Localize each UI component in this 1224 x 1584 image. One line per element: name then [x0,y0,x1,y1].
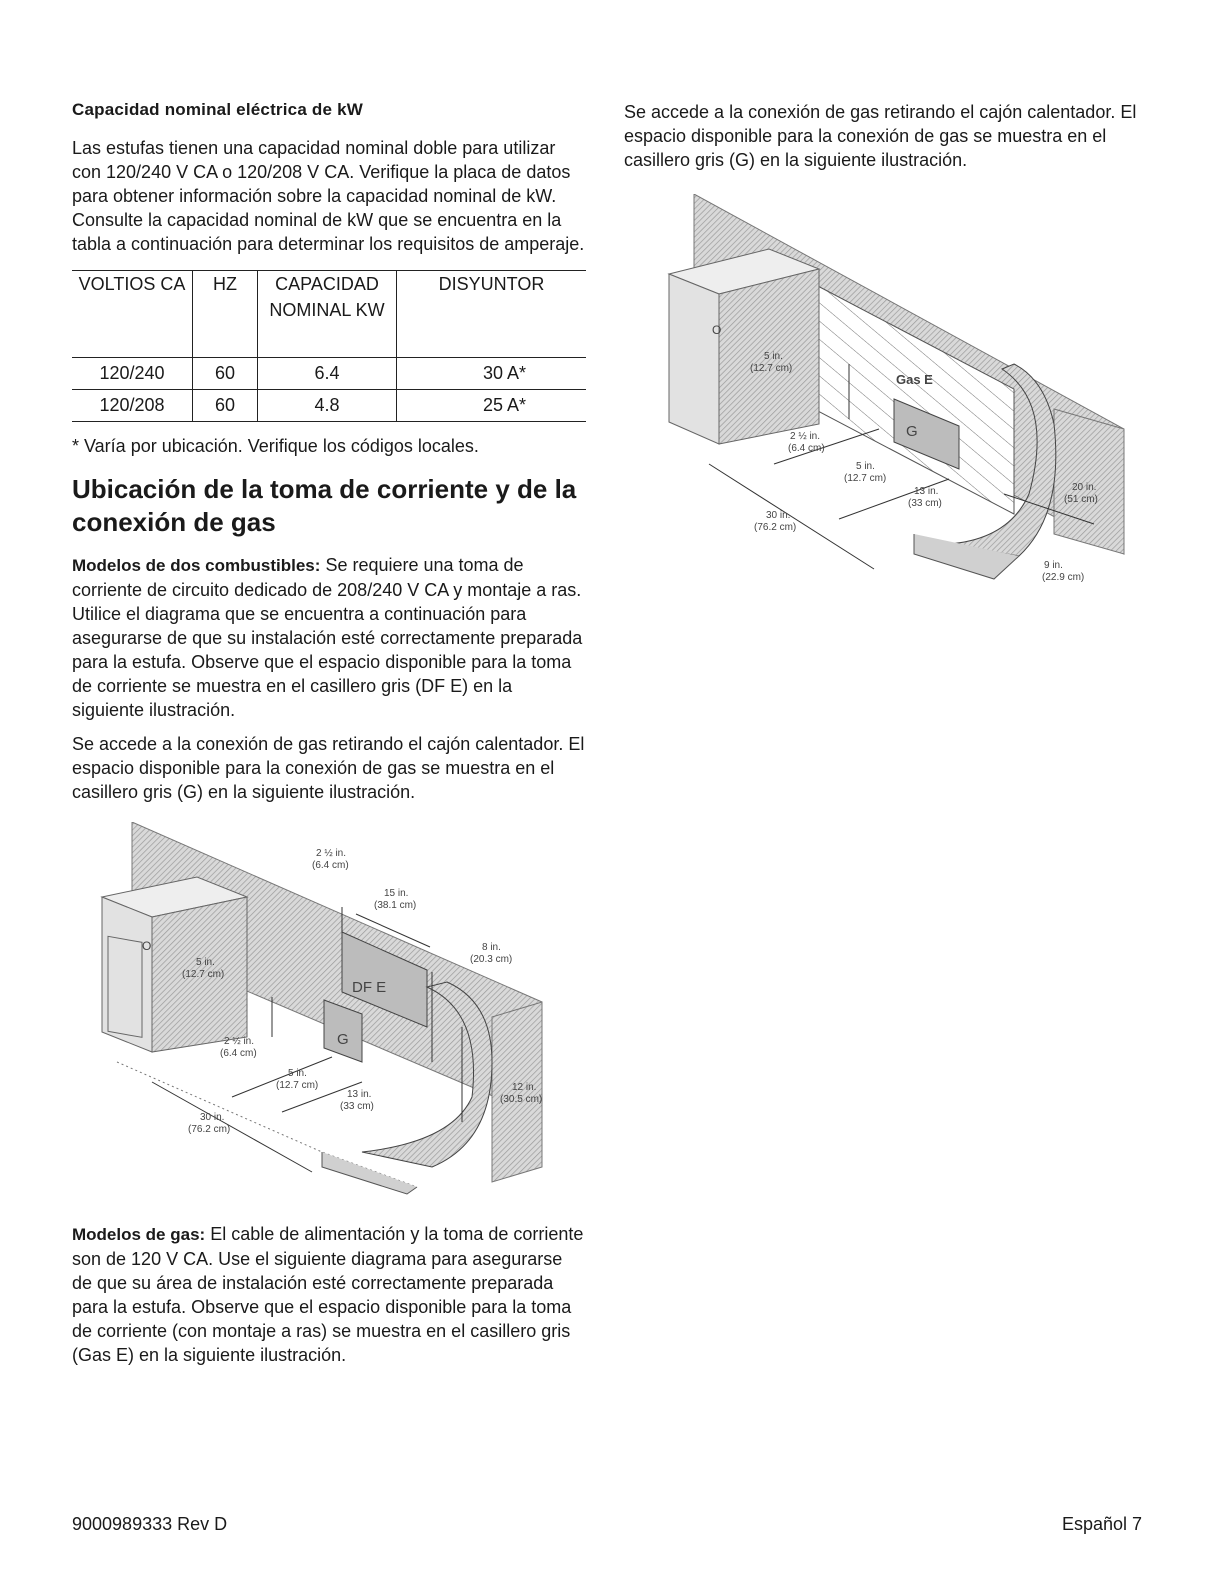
table-cell: 6.4 [258,358,397,390]
dim-label: (12.7 cm) [750,363,793,374]
gas-access-paragraph: Se accede a la conexión de gas retirando el cajón calentador. El espacio disponible para la conexión de gas se muestra en el casillero gris (G) en la siguiente ilustración. [72,734,585,802]
dual-fuel-diagram [72,822,587,1212]
dim-label: 2 ½ in. [224,1036,255,1047]
cabinet [102,877,247,1052]
footer-doc-number: 9000989333 Rev D [72,1514,228,1534]
cabinet [669,249,819,444]
dim-label: (76.2 cm) [754,522,797,533]
dfe-label: DF E [352,979,387,996]
dim-label: (33 cm) [908,498,942,509]
dim-label: (76.2 cm) [188,1124,231,1135]
dim-label: 13 in. [347,1089,372,1100]
table-cell: 25 A* [397,390,587,422]
dim-label: (6.4 cm) [788,443,825,454]
col-capacidad: CAPACIDAD NOMINAL KW [258,271,397,358]
kw-table-header [72,271,586,358]
dim-label: 5 in. [764,351,783,362]
dim-label: (38.1 cm) [374,900,417,911]
left-column [72,100,587,1377]
dim-label: 13 in. [914,486,939,497]
table-cell: 60 [193,358,258,390]
dim-label: (30.5 cm) [500,1094,543,1105]
dim-label: (12.7 cm) [276,1080,319,1091]
table-row [72,358,586,390]
gas-models-body: El cable de alimentación y la toma de corriente son de 120 V CA. Use el siguiente diagrama para asegurarse de que su área de instalación esté correctamente preparada para la estufa. Observe que el espacio disponible para la toma de corriente (con montaje a ras) se muestra en el casillero gris (Gas E) en la siguiente ilustración. [72,1224,584,1365]
kw-body: Las estufas tienen una capacidad nominal doble para utilizar con 120/240 V CA o 120/208 V CA. Verifique la placa de datos para obtener información sobre la capacidad nominal de kW. Consulte la capacidad nominal de kW que se encuentra en la tabla a continuación para determinar los requisitos de amperaje. [72,138,585,254]
col-voltios: VOLTIOS CA [72,271,193,358]
dim-label: 2 ½ in. [790,431,821,442]
col-hz: HZ [193,271,258,358]
dim-label: (6.4 cm) [220,1048,257,1059]
table-cell: 4.8 [258,390,397,422]
dual-fuel-body: Se requiere una toma de corriente de circuito dedicado de 208/240 V CA y montaje a ras. Utilice el diagrama que se encuentra a continuación para asegurarse de que su instalación esté correctamente preparada para la estufa. Observe que el espacio disponible para la toma de corriente se muestra en el casillero gris (DF E) en la siguiente ilustración. [72,555,583,720]
dim-label: 5 in. [196,957,215,968]
dim-label: 8 in. [482,942,501,953]
table-note: * Varía por ubicación. Verifique los códigos locales. [72,436,479,456]
gas-models-paragraph [72,1222,587,1367]
dim-label: 5 in. [856,461,875,472]
dim-label: 15 in. [384,888,409,899]
kw-heading: Capacidad nominal eléctrica de kW [72,100,363,119]
dim-label: (20.3 cm) [470,954,513,965]
table-cell: 30 A* [397,358,587,390]
g-label: G [337,1031,349,1048]
dim-label: (12.7 cm) [844,473,887,484]
gas-models-lead: Modelos de gas: [72,1225,206,1244]
footer-page-number: Español 7 [1061,1514,1142,1534]
cabinet-knob-label: O [712,323,722,337]
table-row [72,390,586,422]
cabinet-knob-label: O [142,939,152,953]
dim-label: 2 ½ in. [316,848,347,859]
dim-label: (51 cm) [1064,494,1098,505]
gas-diagram [624,194,1134,594]
dim-label: 30 in. [766,510,791,521]
dim-label: 20 in. [1072,482,1097,493]
dim-label: (22.9 cm) [1042,572,1085,583]
right-gas-access-paragraph: Se accede a la conexión de gas retirando el cajón calentador. El espacio disponible para la conexión de gas se muestra en el casillero gris (G) en la siguiente ilustración. [624,102,1137,170]
dim-label: 9 in. [1044,560,1063,571]
table-cell: 60 [193,390,258,422]
col-disyuntor: DISYUNTOR [397,271,587,358]
kw-table [72,270,586,422]
dim-label: (33 cm) [340,1101,374,1112]
table-cell: 120/208 [72,390,193,422]
table-cell: 120/240 [72,358,193,390]
g-label: G [906,423,918,440]
outlet-heading: Ubicación de la toma de corriente y de la conexión de gas [72,474,577,537]
dim-label: 12 in. [512,1082,537,1093]
gas-e-label: Gas E [896,372,933,387]
dim-label: (6.4 cm) [312,860,349,871]
dim-label: 30 in. [200,1112,225,1123]
right-column [624,100,1144,594]
dual-fuel-lead: Modelos de dos combustibles: [72,556,321,575]
dual-fuel-paragraph [72,553,587,722]
dim-label: (12.7 cm) [182,969,225,980]
dim-label: 5 in. [288,1068,307,1079]
